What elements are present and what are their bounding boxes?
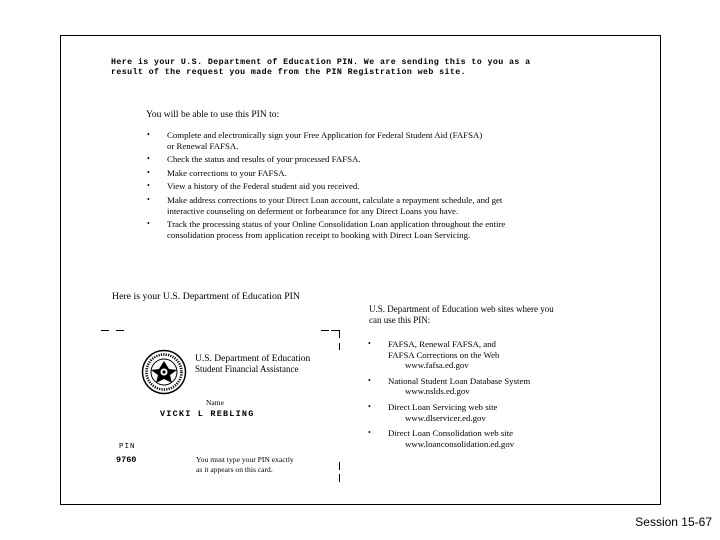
card-corner-mark — [339, 462, 340, 470]
bullet-icon: • — [368, 375, 371, 385]
bullet-icon: • — [368, 428, 371, 438]
card-corner-mark — [339, 330, 340, 338]
websites-heading-line-1: U.S. Department of Education web sites where you — [369, 304, 554, 314]
pin-note-line-2: as it appears on this card. — [196, 465, 273, 474]
uses-list-item: • Complete and electronically sign your Free Application for Federal Student Aid (FAFSA) or Renewal FAFSA. — [147, 130, 483, 151]
name-value: VICKI L REBLING — [160, 409, 255, 419]
bullet-icon: • — [147, 154, 150, 164]
pin-value: 9760 — [116, 455, 137, 465]
bullet-icon: • — [147, 194, 150, 204]
card-heading: Here is your U.S. Department of Education PIN — [112, 291, 301, 302]
uses-list — [147, 130, 597, 243]
card-corner-mark — [339, 343, 340, 350]
websites-list — [368, 339, 628, 454]
websites-list-item: • Direct Loan Consolidation web site www.loanconsolidation.ed.gov — [368, 428, 628, 449]
uses-list-item: • Make corrections to your FAFSA. — [147, 167, 287, 178]
uses-list-item: • Check the status and results of your processed FAFSA. — [147, 154, 361, 165]
department-seal-icon — [141, 349, 187, 395]
card-corner-mark — [321, 330, 329, 331]
websites-list-item: • Direct Loan Servicing web site www.dlservicer.ed.gov — [368, 402, 628, 423]
agency-name-line-1: U.S. Department of Education — [195, 354, 311, 364]
intro-line-1: Here is your U.S. Department of Education PIN. We are sending this to you as a — [111, 58, 531, 67]
bullet-icon: • — [147, 219, 150, 229]
bullet-icon: • — [147, 181, 150, 191]
intro-line-2: result of the request you made from the PIN Registration web site. — [111, 68, 467, 77]
uses-heading: You will be able to use this PIN to: — [146, 110, 280, 120]
card-corner-mark — [101, 330, 109, 331]
card-corner-mark — [116, 330, 124, 331]
agency-name — [195, 354, 310, 374]
bullet-icon: • — [147, 167, 150, 177]
pin-note-line-1: You must type your PIN exactly — [196, 455, 294, 464]
website-url: www.nslds.ed.gov — [405, 386, 470, 397]
uses-list-item: • Make address corrections to your Direct Loan account, calculate a repayment schedule, and get interactive counseling on deferment or forbearance for any Direct Loans you have. — [147, 194, 503, 216]
website-url: www.loanconsolidation.ed.gov — [405, 438, 515, 449]
pin-label: PIN — [119, 443, 136, 451]
website-url: www.dlservicer.ed.gov — [405, 412, 486, 423]
name-label: Name — [206, 398, 224, 407]
card-corner-mark — [331, 330, 339, 331]
websites-heading — [369, 304, 609, 326]
bullet-icon: • — [368, 401, 371, 411]
website-url: www.fafsa.ed.gov — [405, 360, 469, 371]
bullet-icon: • — [368, 339, 371, 348]
pin-note — [196, 455, 336, 475]
websites-list-item: • National Student Loan Database System www.nslds.ed.gov — [368, 376, 628, 397]
uses-list-item: • Track the processing status of your Online Consolidation Loan application throughout the entire consolidation process from application receipt to booking with Direct Loan Servicing. — [147, 219, 506, 240]
session-number: Session 15-67 — [635, 515, 712, 529]
bullet-icon: • — [147, 130, 150, 139]
pin-letter-document — [60, 35, 661, 505]
websites-heading-line-2: can use this PIN: — [369, 315, 431, 325]
websites-list-item: • FAFSA, Renewal FAFSA, and FAFSA Corrections on the Web www.fafsa.ed.gov — [368, 339, 628, 371]
agency-name-line-2: Student Financial Assistance — [195, 364, 299, 374]
intro-paragraph — [111, 58, 591, 78]
uses-list-item: • View a history of the Federal student aid you received. — [147, 181, 360, 192]
card-corner-mark — [339, 474, 340, 482]
